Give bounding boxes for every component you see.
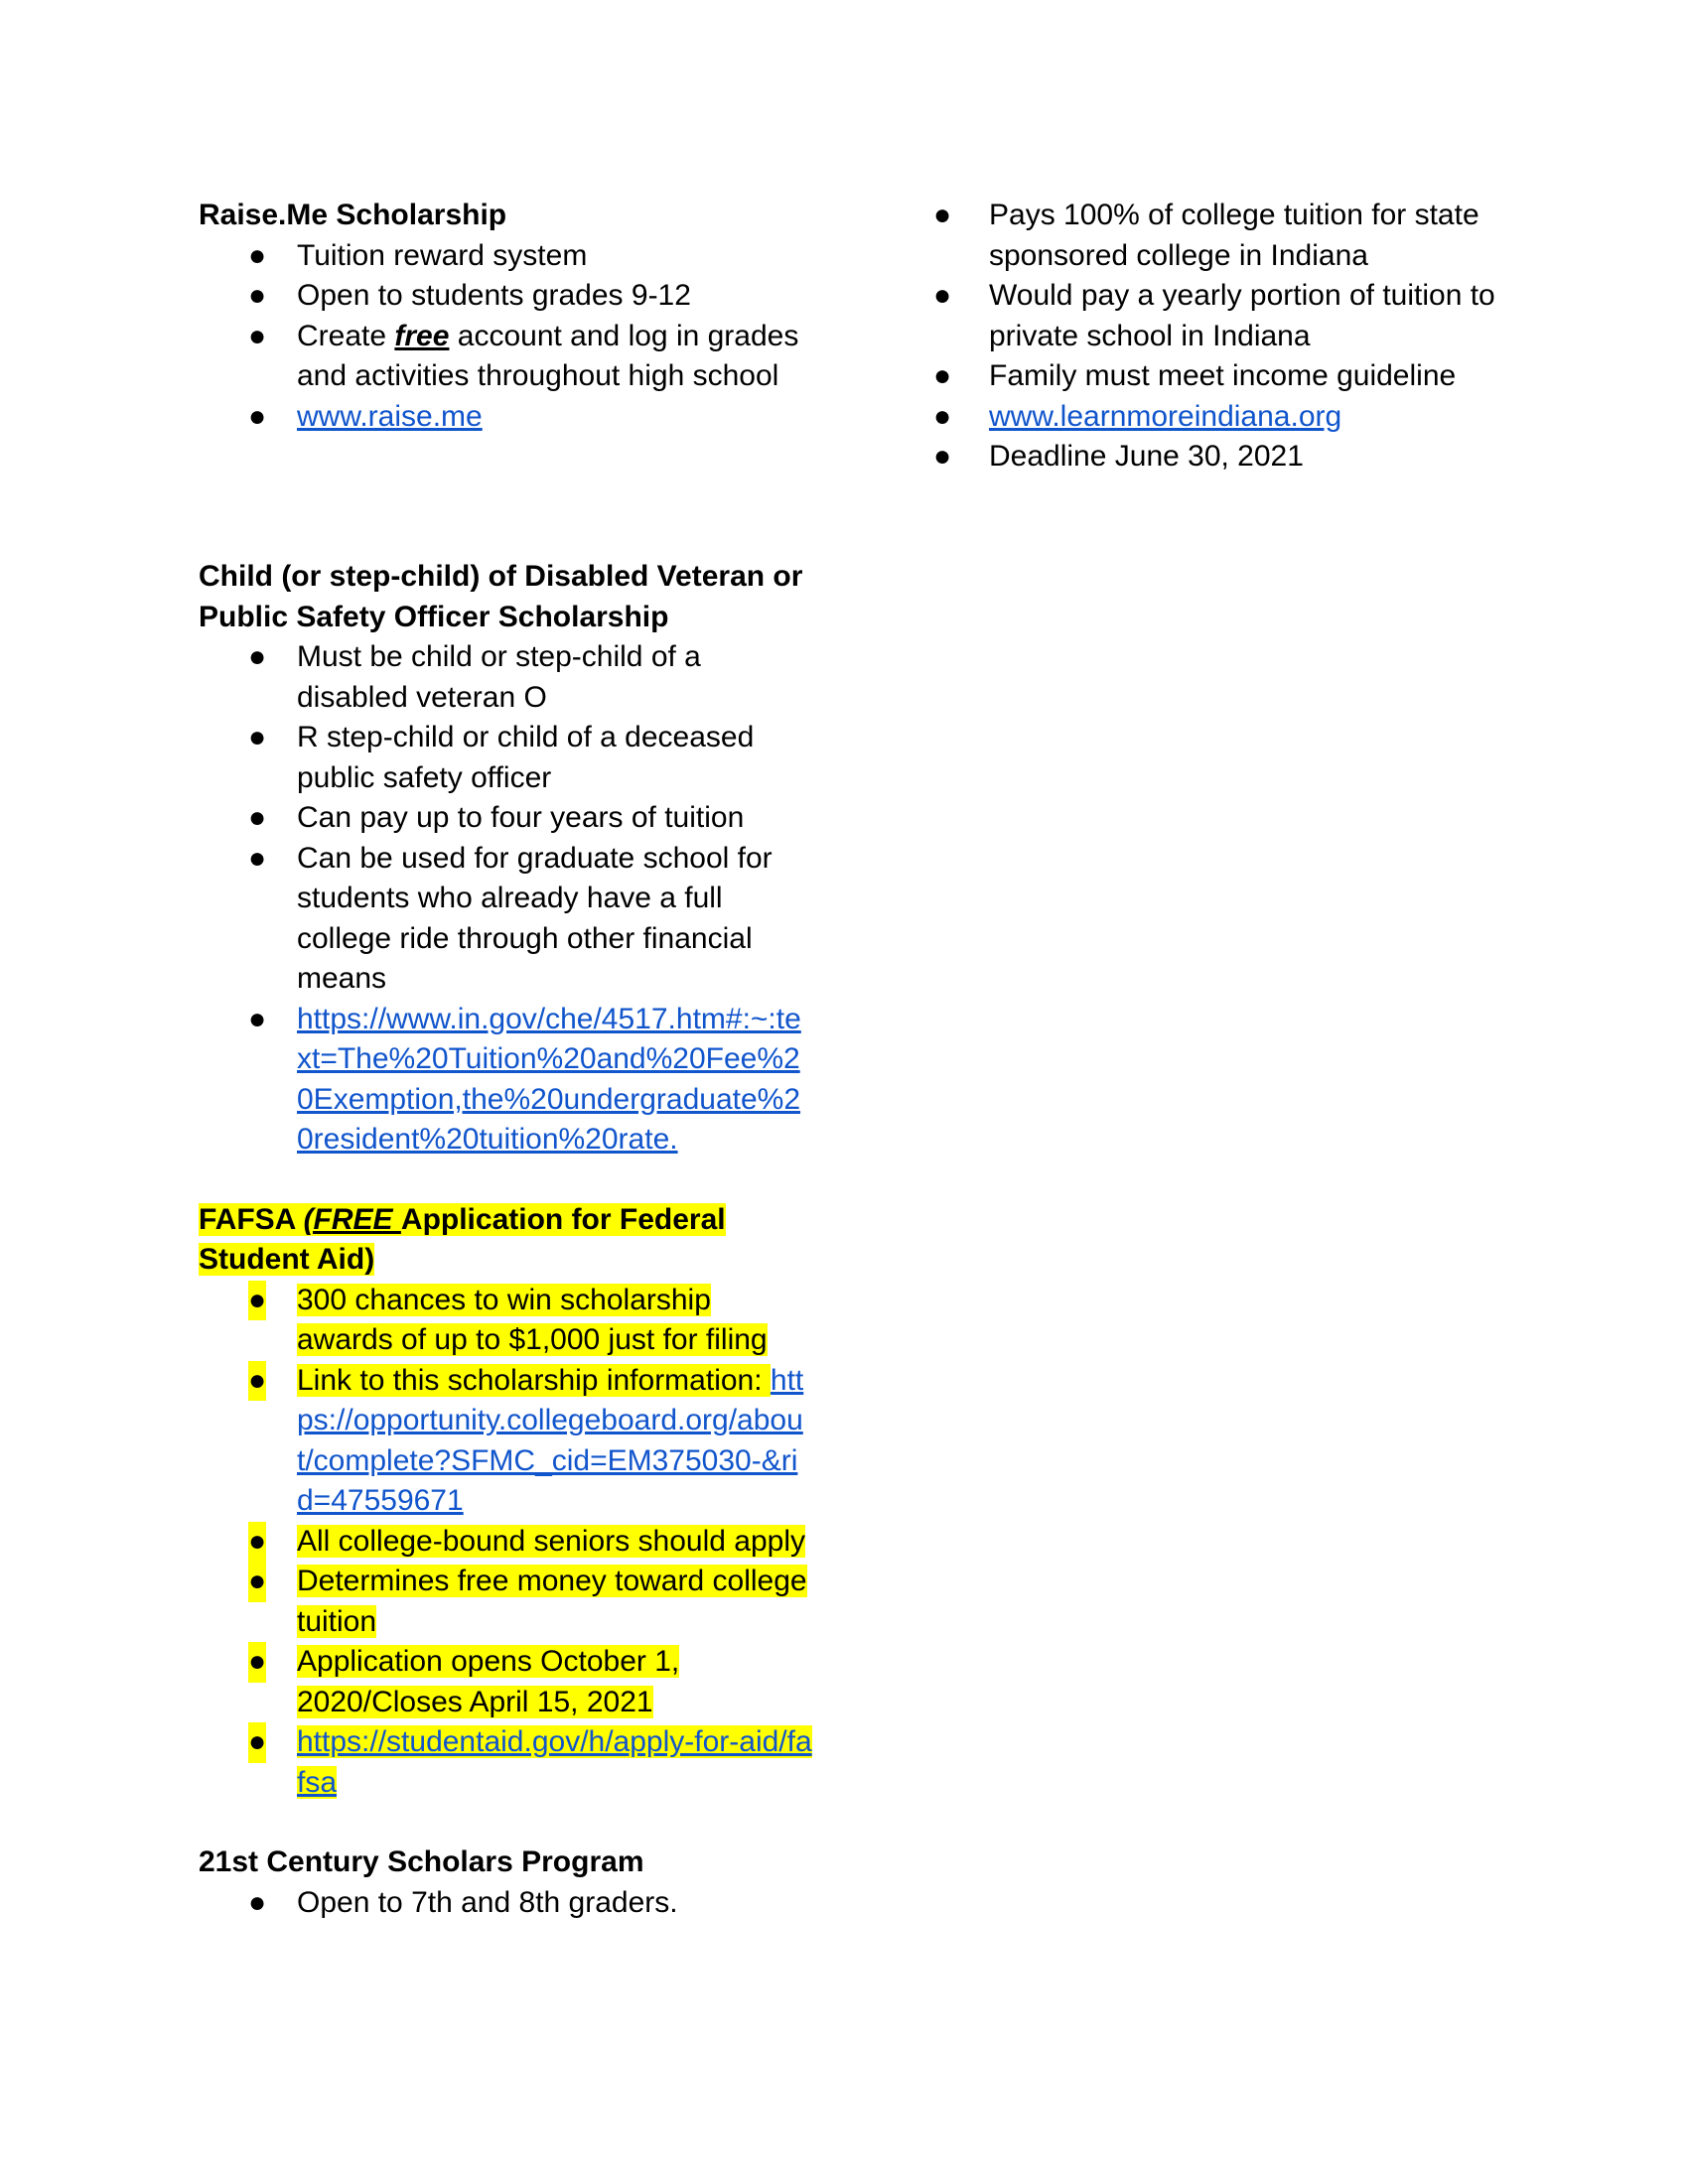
list-item: ● Can pay up to four years of tuition [199,798,814,839]
veteran-list [199,637,814,1160]
list-item: ● Open to students grades 9-12 [199,276,814,317]
bullet-icon: ● [248,1562,266,1602]
bullet-icon: ● [248,279,267,312]
deadline-text: Deadline June 30, 2021 [989,440,1304,473]
bullet-icon: ● [248,801,267,834]
list-item: ● Can be used for graduate school for students who already have a full college ride through other financial means [199,839,814,1000]
bullet-icon: ● [248,721,267,753]
scholars21-list [199,1883,814,1924]
list-item: ● Create free account and log in grades and activities throughout high school [199,317,814,397]
scholars21-title: 21st Century Scholars Program [199,1845,644,1878]
bullet-icon: ● [248,1642,266,1683]
fafsa-free-emphasis: (FREE [303,1202,401,1236]
bullet-icon: ● [248,1281,266,1321]
raiseme-link[interactable]: www.raise.me [297,399,483,433]
bullet-icon: ● [933,440,952,473]
raiseme-section [199,196,814,437]
veteran-link[interactable]: https://www.in.gov/che/4517.htm#:~:text=The%20Tuition%20and%20Fee%20Exemption,the%20undergraduate%20resident%20tuition%20rate. [297,1002,801,1156]
list-item [199,397,814,438]
bullet-icon: ● [933,279,952,312]
bullet-icon: ● [248,1361,266,1402]
bullet-icon: ● [248,1885,267,1919]
fafsa-section [199,1200,814,1804]
list-item: ● Determines free money toward college tuition [199,1562,814,1642]
list-item: ● Would pay a yearly portion of tuition to private school in Indiana [933,276,1529,356]
left-column [199,196,814,1923]
bullet-icon: ● [248,1522,266,1563]
bullet-icon: ● [248,399,267,433]
bullet-icon: ● [248,1722,266,1763]
bullet-icon: ● [248,1002,267,1035]
fafsa-list [199,1281,814,1804]
studentaid-link[interactable]: https://studentaid.gov/h/apply-for-aid/fafsa [297,1725,812,1799]
bullet-icon: ● [248,319,267,352]
bullet-icon: ● [248,841,267,875]
list-item [933,437,1529,478]
bullet-icon: ● [248,640,267,673]
list-item: ● 300 chances to win scholarship awards of up to $1,000 just for filing [199,1281,814,1361]
list-item: ● Pays 100% of college tuition for state sponsored college in Indiana [933,196,1529,276]
list-item: ● Link to this scholarship information: https://opportunity.collegeboard.org/about/complete?SFMC_cid=EM375030-&rid=47559671 [199,1361,814,1522]
list-item [199,1000,814,1160]
list-item: ● Family must meet income guideline [933,356,1529,397]
list-item: ● Must be child or step-child of a disabled veteran O [199,637,814,718]
veteran-section [199,557,814,1160]
raiseme-list [199,236,814,438]
list-item: ● Tuition reward system [199,236,814,277]
bullet-icon: ● [933,359,952,392]
bullet-icon: ● [933,399,952,433]
list-item: ● All college-bound seniors should apply [199,1522,814,1563]
list-item: ● Open to 7th and 8th graders. [199,1883,814,1924]
list-item [199,1722,814,1803]
bullet-icon: ● [248,238,267,272]
learnmoreindiana-link[interactable]: www.learnmoreindiana.org [989,399,1342,433]
free-emphasis: free [394,319,450,352]
list-item: ● R step-child or child of a deceased public safety officer [199,718,814,798]
scholars21-section [199,1843,814,1923]
collegeboard-link[interactable]: https://opportunity.collegeboard.org/about/complete?SFMC_cid=EM375030-&rid=47559671 [297,1363,804,1517]
list-item [933,397,1529,438]
right-column [933,196,1529,478]
list-item: ● Application opens October 1, 2020/Closes April 15, 2021 [199,1642,814,1722]
raiseme-title: Raise.Me Scholarship [199,199,507,231]
veteran-title: Child (or step-child) of Disabled Veteran or Public Safety Officer Scholarship [199,560,803,633]
bullet-icon: ● [933,199,952,231]
right-list [933,196,1529,478]
fafsa-title: FAFSA (FREE Application for Federal Student Aid) [199,1202,726,1276]
